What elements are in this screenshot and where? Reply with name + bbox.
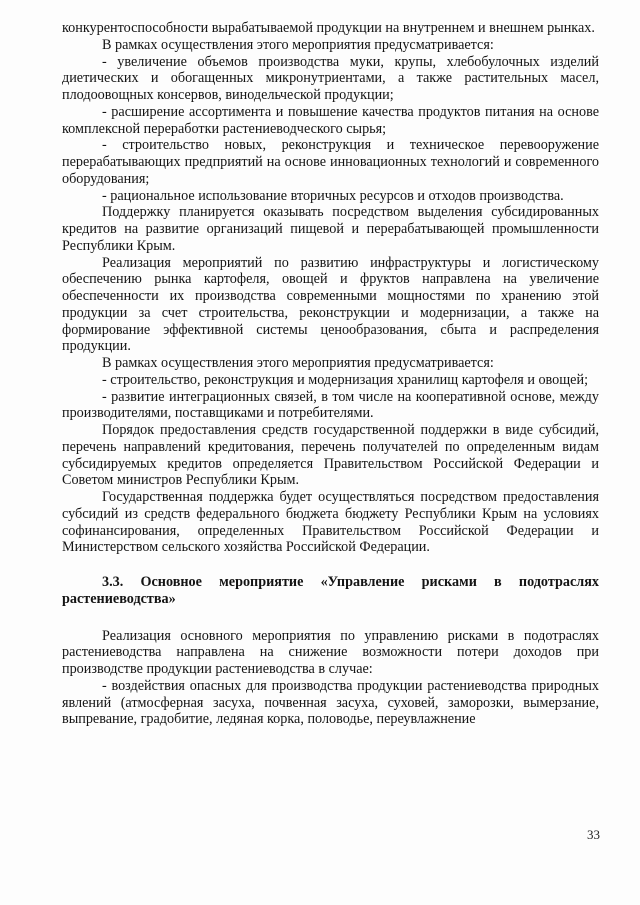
page-number: 33 (587, 827, 600, 842)
section-heading: 3.3. Основное мероприятие «Управление рисками в подотраслях растениеводства» (62, 574, 599, 607)
paragraph: - воздействия опасных для производства продукции растениеводства природных явлений (атмосферная засуха, почвенная засуха, суховей, заморозки, вымерзание, выпревание, градобитие, ледяная корка, половодье, переувлажнение (62, 677, 599, 728)
paragraph: Реализация мероприятий по развитию инфраструктуры и логистическому обеспечению рынка картофеля, овощей и фруктов направлена на увеличение обеспеченности их производства современными мощностями по хранению этой продукции за счет строительства, реконструкции и модернизации, а также на формирование эффективной системы ценообразования, сбыта и распределения продукции. (62, 254, 599, 355)
paragraph: - рациональное использование вторичных ресурсов и отходов производства. (102, 187, 564, 204)
paragraph: В рамках осуществления этого мероприятия предусматривается: (102, 355, 494, 371)
paragraph: - строительство, реконструкция и модернизация хранилищ картофеля и овощей; (102, 371, 589, 388)
paragraph: Реализация основного мероприятия по управлению рисками в подотраслях растениеводства направлена на снижение возможности потери доходов при производстве продукции растениеводства в случае: (62, 627, 599, 677)
paragraph: - строительство новых, реконструкция и техническое перевооружение перерабатывающих предприятий на основе инновационных технологий и современного оборудования; (62, 137, 599, 187)
paragraph: - развитие интеграционных связей, в том числе на кооперативной основе, между производителями, поставщиками и потребителями. (62, 388, 599, 422)
paragraph: В рамках осуществления этого мероприятия предусматривается: (102, 36, 494, 53)
page-content (62, 20, 599, 728)
paragraph: - увеличение объемов производства муки, крупы, хлебобулочных изделий диетических и обогащенных микронутриентами, а также растительных масел, плодоовощных консервов, винодельческой продукции; (62, 53, 599, 103)
body-text-after (62, 628, 599, 729)
body-text-before (62, 20, 599, 556)
paragraph: Поддержку планируется оказывать посредством выделения субсидированных кредитов на развитие организаций пищевой и перерабатывающей промышленности Республики Крым. (62, 204, 599, 254)
paragraph: Государственная поддержка будет осуществляться посредством предоставления субсидий из средств федерального бюджета бюджету Республики Крым на условиях софинансирования, определенных Правительством Российской Федерации и Министерством сельского хозяйства Российской Федерации. (62, 489, 599, 556)
paragraph: конкурентоспособности вырабатываемой продукции на внутреннем и внешнем рынках. (62, 20, 595, 36)
paragraph: Порядок предоставления средств государственной поддержки в виде субсидий, перечень направлений кредитования, перечень получателей по определенным видам субсидируемых кредитов определяется Правительством Российской Федерации и Советом министров Республики Крым. (62, 422, 599, 489)
paragraph: - расширение ассортимента и повышение качества продуктов питания на основе комплексной переработки растениеводческого сырья; (62, 103, 599, 137)
